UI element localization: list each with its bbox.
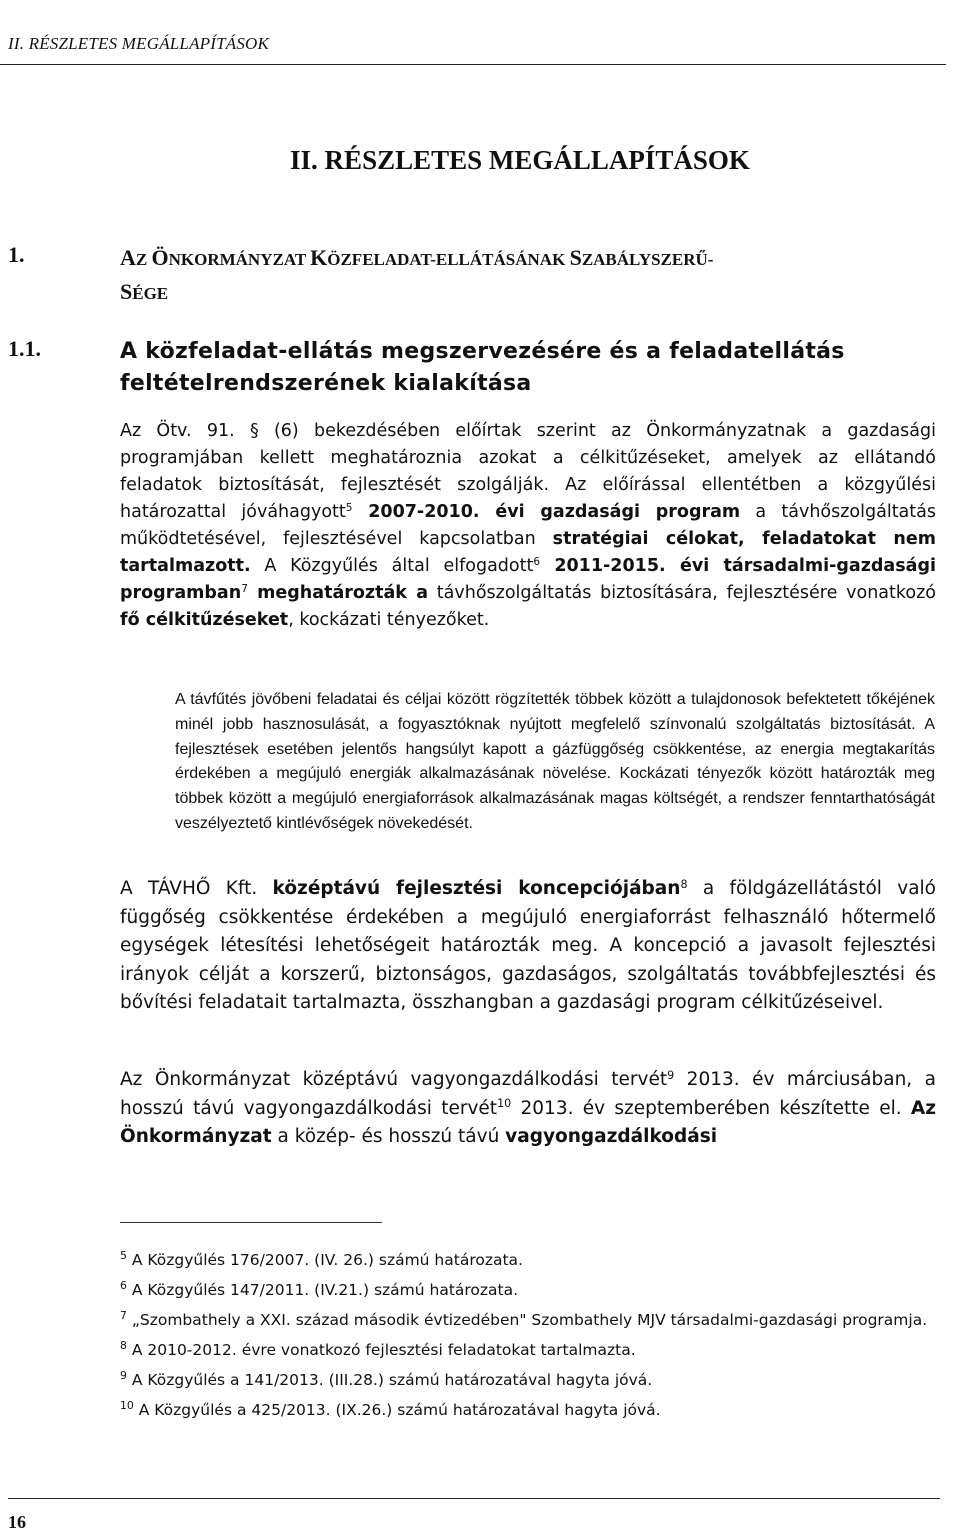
section-1-1-title: A közfeladat-ellátás megszervezésére és a feladatellátás feltételrendszerének kialakítása [120, 339, 845, 396]
page-number: 16 [8, 1512, 26, 1532]
header-rule [0, 64, 946, 65]
footnote-ref-7: 7 [241, 583, 248, 596]
paragraph-3: A TÁVHŐ Kft. középtávú fejlesztési koncepciójában$^8$ a földgázellátástól való függőség csökkentése érdekében a megújuló energiaforrást felhasználó hőtermelő egységek létesítési lehetőségeit határozták meg. A koncepció a javasolt fejlesztési irányok célját a korszerű, biztonságos, gazdaságos, szolgáltatás továbbfejlesztési és bővítési feladatait tartalmazta, összhangban a gazdasági program célkitűzéseivel. [120, 877, 936, 1013]
footnote-ref-5: 5 [345, 502, 353, 515]
footnote-5: $^5$ A Közgyűlés 176/2007. (IV. 26.) számú határozata. [120, 1249, 523, 1269]
footnote-rule [120, 1222, 382, 1223]
section-1-1-number: 1.1. [8, 336, 41, 361]
footnote-7: $^7$ „Szombathely a XXI. század második évtizedében" Szombathely MJV társadalmi-gazdasági programja. [120, 1309, 928, 1329]
footnote-6: $^6$ A Közgyűlés 147/2011. (IV.21.) számú határozata. [120, 1279, 519, 1299]
paragraph-4: Az Önkormányzat középtávú vagyongazdálkodási tervét$^9$ 2013. év márciusában, a hosszú távú vagyongazdálkodási tervét$^{10}$ 2013. év szeptemberében készítette el. Az Önkormányzat a közép- és hosszú távú vagyongazdálkodási [120, 1068, 936, 1147]
footnote-10: $^{10}$ A Közgyűlés a 425/2013. (IX.26.) számú határozatával hagyta jóvá. [120, 1399, 661, 1419]
footnote-ref-6: 6 [533, 556, 541, 569]
running-header: II. RÉSZLETES MEGÁLLAPÍTÁSOK [8, 34, 270, 53]
footer-rule [8, 1498, 940, 1499]
footnotes [120, 1248, 936, 1428]
paragraph-2-indented: A távfűtés jövőbeni feladatai és céljai között rögzítették többek között a tulajdonosok befektetett tőkéjének minél jobb hasznosulását, a fogyasztóknak nyújtott megfelelő színvonalú szolgáltatás biztosítását. A fejlesztések esetében jelentős hangsúlyt kapott a gázfüggőség csökkentése, az energia megtakarítás érdekében a megújuló energiák alkalmazásának növelése. Kockázati tényezők között határozták meg többek között a megújuló energiaforrások alkalmazásának magas költségét, a rendszer fenntarthatóságát veszélyeztető kintlévőségek növekedését. [175, 691, 935, 832]
section-1-title: AZ ÖNKORMÁNYZAT KÖZFELADAT-ELLÁTÁSÁNAK SZABÁLYSZERŰ- SÉGE [120, 245, 714, 304]
footnote-ref-10: 10 [497, 1097, 512, 1111]
footnote-ref-8: 8 [680, 877, 688, 891]
page-title: II. RÉSZLETES MEGÁLLAPÍTÁSOK [290, 145, 750, 175]
footnote-9: $^9$ A Közgyűlés a 141/2013. (III.28.) számú határozatával hagyta jóvá. [120, 1369, 653, 1389]
section-1-number: 1. [8, 242, 25, 267]
footnote-8: $^8$ A 2010-2012. évre vonatkozó fejlesztési feladatokat tartalmazta. [120, 1339, 636, 1359]
paragraph-1: Az Ötv. 91. § (6) bekezdésében előírtak szerint az Önkormányzatnak a gazdasági programjában kellett meghatároznia azokat a célkitűzéseket, amelyek az ellátandó feladatok biztosítását, fejlesztését szolgálják. Az előírással ellentétben a közgyűlési határozattal jóváhagyott$^5$ 2007-2010. évi gazdasági program a távhőszolgáltatás működtetésével, fejlesztésével kapcsolatban stratégiai célokat, feladatokat nem tartalmazott. A Közgyűlés által elfogadott$^6$ 2011-2015. évi társadalmi-gazdasági programban$^7$ meghatározták a távhőszolgáltatás biztosítására, fejlesztésére vonatkozó fő célkitűzéseket, kockázati tényezőket. [120, 421, 937, 630]
footnote-ref-9: 9 [667, 1068, 675, 1082]
